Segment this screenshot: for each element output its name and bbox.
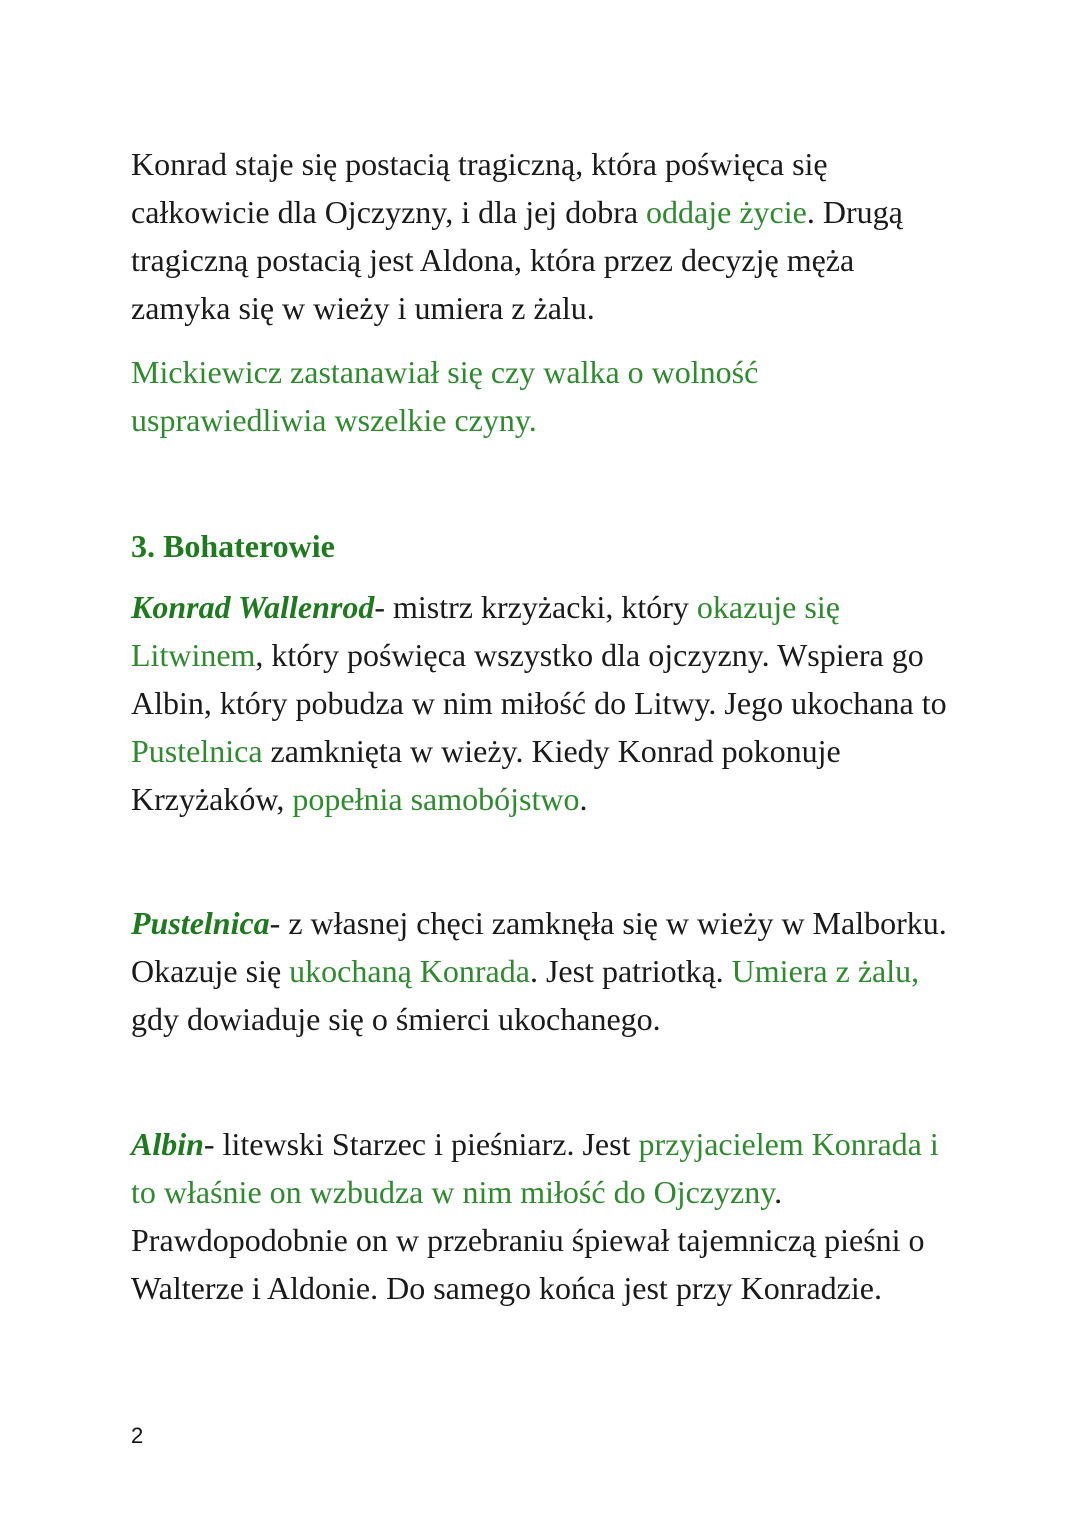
konrad-text-1: - mistrz krzyżacki, który	[374, 589, 697, 625]
section-heading: 3. Bohaterowie	[131, 528, 335, 564]
albin-text-1: - litewski Starzec i pieśniarz. Jest	[203, 1126, 639, 1162]
konrad-highlight-2: Pustelnica	[131, 733, 263, 769]
albin-highlight-1: przyjacielem Konrada i to właśnie on wzbudza w nim miłość do Ojczyzny	[131, 1126, 939, 1210]
pustelnica-text-1: - z własnej chęci zamknęła się w wieży w Malborku. Okazuje się	[131, 905, 947, 989]
konrad-text-2: , który poświęca wszystko dla ojczyzny. Wspiera go Albin, który pobudza w nim miłość do Litwy. Jego ukochana to	[131, 637, 947, 721]
albin-text-2: . Prawdopodobnie on w przebraniu śpiewał tajemniczą pieśni o Walterze i Aldonie. Do samego końca jest przy Konradzie.	[131, 1174, 925, 1306]
character-pustelnica	[131, 899, 951, 1043]
intro-highlight: oddaje życie	[646, 194, 807, 230]
konrad-highlight-1: okazuje się Litwinem	[131, 589, 840, 673]
reflection-text: Mickiewicz zastanawiał się czy walka o wolność usprawiedliwia wszelkie czyny.	[131, 354, 759, 438]
reflection-paragraph	[131, 348, 951, 444]
intro-text-2: . Drugą tragiczną postacią jest Aldona, która przez decyzję męża zamyka się w wieży i umiera z żalu.	[131, 194, 903, 326]
konrad-text-3: zamknięta w wieży. Kiedy Konrad pokonuje Krzyżaków,	[131, 733, 841, 817]
intro-paragraph	[131, 140, 951, 332]
pustelnica-highlight-1: ukochaną Konrada	[289, 953, 530, 989]
character-albin	[131, 1120, 951, 1312]
intro-text-1: Konrad staje się postacią tragiczną, która poświęca się całkowicie dla Ojczyzny, i dla jej dobra	[131, 146, 828, 230]
pustelnica-text-3: gdy dowiaduje się o śmierci ukochanego.	[131, 1001, 661, 1037]
pustelnica-text-2: . Jest patriotką.	[529, 953, 732, 989]
page-number: 2	[131, 1423, 144, 1448]
character-name-pustelnica: Pustelnica	[131, 905, 270, 941]
konrad-highlight-3: popełnia samobójstwo	[292, 781, 580, 817]
pustelnica-highlight-2: Umiera z żalu,	[731, 953, 920, 989]
konrad-text-4: .	[579, 781, 588, 817]
character-name-albin: Albin	[131, 1126, 204, 1162]
character-konrad	[131, 583, 951, 823]
character-name-konrad: Konrad Wallenrod	[131, 589, 375, 625]
